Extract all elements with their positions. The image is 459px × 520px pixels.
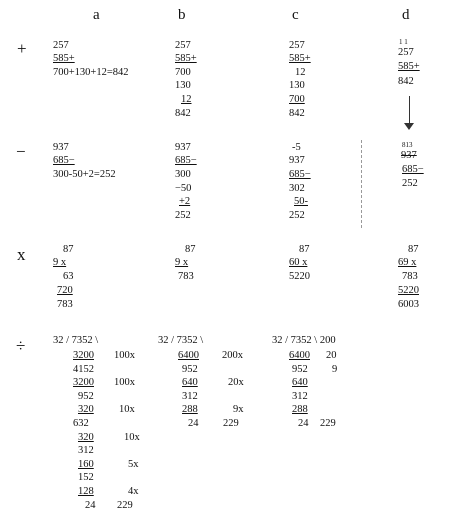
division-step-multiplier: 5x <box>128 459 139 470</box>
column-header-a: a <box>93 7 100 23</box>
column-header-d: d <box>402 7 410 23</box>
division-step-value: 6400 <box>289 350 310 361</box>
division-step-value: 128 <box>78 486 94 497</box>
division-header: 32 / 7352 \ 200 <box>272 335 336 346</box>
operand: 937 <box>175 142 191 153</box>
operand: 60 x <box>289 257 308 268</box>
result: 783 <box>57 299 73 310</box>
partial: 130 <box>289 80 305 91</box>
division-step-value: 640 <box>182 377 198 388</box>
division-step-value: 312 <box>182 391 198 402</box>
division-step-multiplier: 229 <box>223 418 239 429</box>
division-step-value: 24 <box>85 500 96 511</box>
operand: 585+ <box>53 53 75 64</box>
division-step-multiplier: 20 <box>326 350 337 361</box>
division-step-multiplier: 229 <box>320 418 336 429</box>
result: 842 <box>175 108 191 119</box>
operand: 87 <box>63 244 74 255</box>
result: 783 <box>178 271 194 282</box>
partial: 302 <box>289 183 305 194</box>
column-header-b: b <box>178 7 186 23</box>
result: 6003 <box>398 299 419 310</box>
division-step-value: 152 <box>78 472 94 483</box>
operand: 585+ <box>398 61 420 72</box>
operand: 937 <box>289 155 305 166</box>
division-step-multiplier: 10x <box>119 404 135 415</box>
operand: 9 x <box>53 257 67 268</box>
result: 842 <box>289 108 305 119</box>
operand: 685− <box>175 155 197 166</box>
division-step-value: 320 <box>78 432 94 443</box>
division-step-multiplier: 229 <box>117 500 133 511</box>
result: 5220 <box>289 271 310 282</box>
result: 252 <box>402 178 418 189</box>
division-step-value: 160 <box>78 459 94 470</box>
result: 252 <box>175 210 191 221</box>
partial: −50 <box>175 183 192 194</box>
operand: 685− <box>289 169 311 180</box>
division-step-value: 952 <box>182 364 198 375</box>
division-step-value: 3200 <box>73 350 94 361</box>
partial: 783 <box>402 271 418 282</box>
times-symbol: x <box>17 245 26 264</box>
result: 842 <box>398 76 414 87</box>
operand: 585+ <box>175 53 197 64</box>
carry-digits: 1 1 <box>399 38 408 46</box>
division-step-multiplier: 100x <box>114 350 135 361</box>
division-step-value: 4152 <box>73 364 94 375</box>
partial: 720 <box>57 285 73 296</box>
operand: 87 <box>408 244 419 255</box>
division-step-value: 632 <box>73 418 89 429</box>
plus-symbol: + <box>17 39 27 58</box>
operand: 257 <box>289 40 305 51</box>
divider-line <box>361 140 362 228</box>
result: 300-50+2=252 <box>53 169 116 180</box>
division-step-value: 952 <box>78 391 94 402</box>
partial: 300 <box>175 169 191 180</box>
operand: 257 <box>398 47 414 58</box>
arrow-down-icon <box>409 96 410 126</box>
division-step-multiplier: 10x <box>124 432 140 443</box>
division-step-value: 320 <box>78 404 94 415</box>
partial: 700 <box>175 67 191 78</box>
operand: 685− <box>402 164 424 175</box>
operand: 585+ <box>289 53 311 64</box>
division-step-value: 312 <box>78 445 94 456</box>
partial: 5220 <box>398 285 419 296</box>
minus-symbol: − <box>16 142 26 161</box>
partial: 12 <box>295 67 306 78</box>
operand: 87 <box>185 244 196 255</box>
division-step-multiplier: 9x <box>233 404 244 415</box>
division-step-multiplier: 200x <box>222 350 243 361</box>
division-step-value: 3200 <box>73 377 94 388</box>
operand: 685− <box>53 155 75 166</box>
operand: 257 <box>175 40 191 51</box>
division-step-multiplier: 20x <box>228 377 244 388</box>
division-step-value: 288 <box>292 404 308 415</box>
operand: 87 <box>299 244 310 255</box>
operand: 937 <box>401 150 417 161</box>
partial: 12 <box>181 94 192 105</box>
operand: 69 x <box>398 257 417 268</box>
column-header-c: c <box>292 7 299 23</box>
partial: 700 <box>289 94 305 105</box>
borrow-digits: 813 <box>402 141 413 149</box>
division-step-value: 24 <box>188 418 199 429</box>
division-step-value: 952 <box>292 364 308 375</box>
division-header: 32 / 7352 \ <box>53 335 99 346</box>
division-step-multiplier: 100x <box>114 377 135 388</box>
partial: -5 <box>292 142 301 153</box>
division-step-value: 312 <box>292 391 308 402</box>
division-step-multiplier: 4x <box>128 486 139 497</box>
arrow-head-icon <box>404 123 414 130</box>
division-step-multiplier: 9 <box>332 364 338 375</box>
partial: 50- <box>294 196 308 207</box>
result: 700+130+12=842 <box>53 67 129 78</box>
division-step-value: 24 <box>298 418 309 429</box>
partial: 130 <box>175 80 191 91</box>
operand: 257 <box>53 40 69 51</box>
partial: +2 <box>179 196 191 207</box>
partial: 63 <box>63 271 74 282</box>
operand: 9 x <box>175 257 189 268</box>
operand: 937 <box>53 142 69 153</box>
divide-symbol: ÷ <box>16 336 26 355</box>
division-step-value: 6400 <box>178 350 199 361</box>
division-header: 32 / 7352 \ <box>158 335 204 346</box>
division-step-value: 288 <box>182 404 198 415</box>
result: 252 <box>289 210 305 221</box>
division-step-value: 640 <box>292 377 308 388</box>
